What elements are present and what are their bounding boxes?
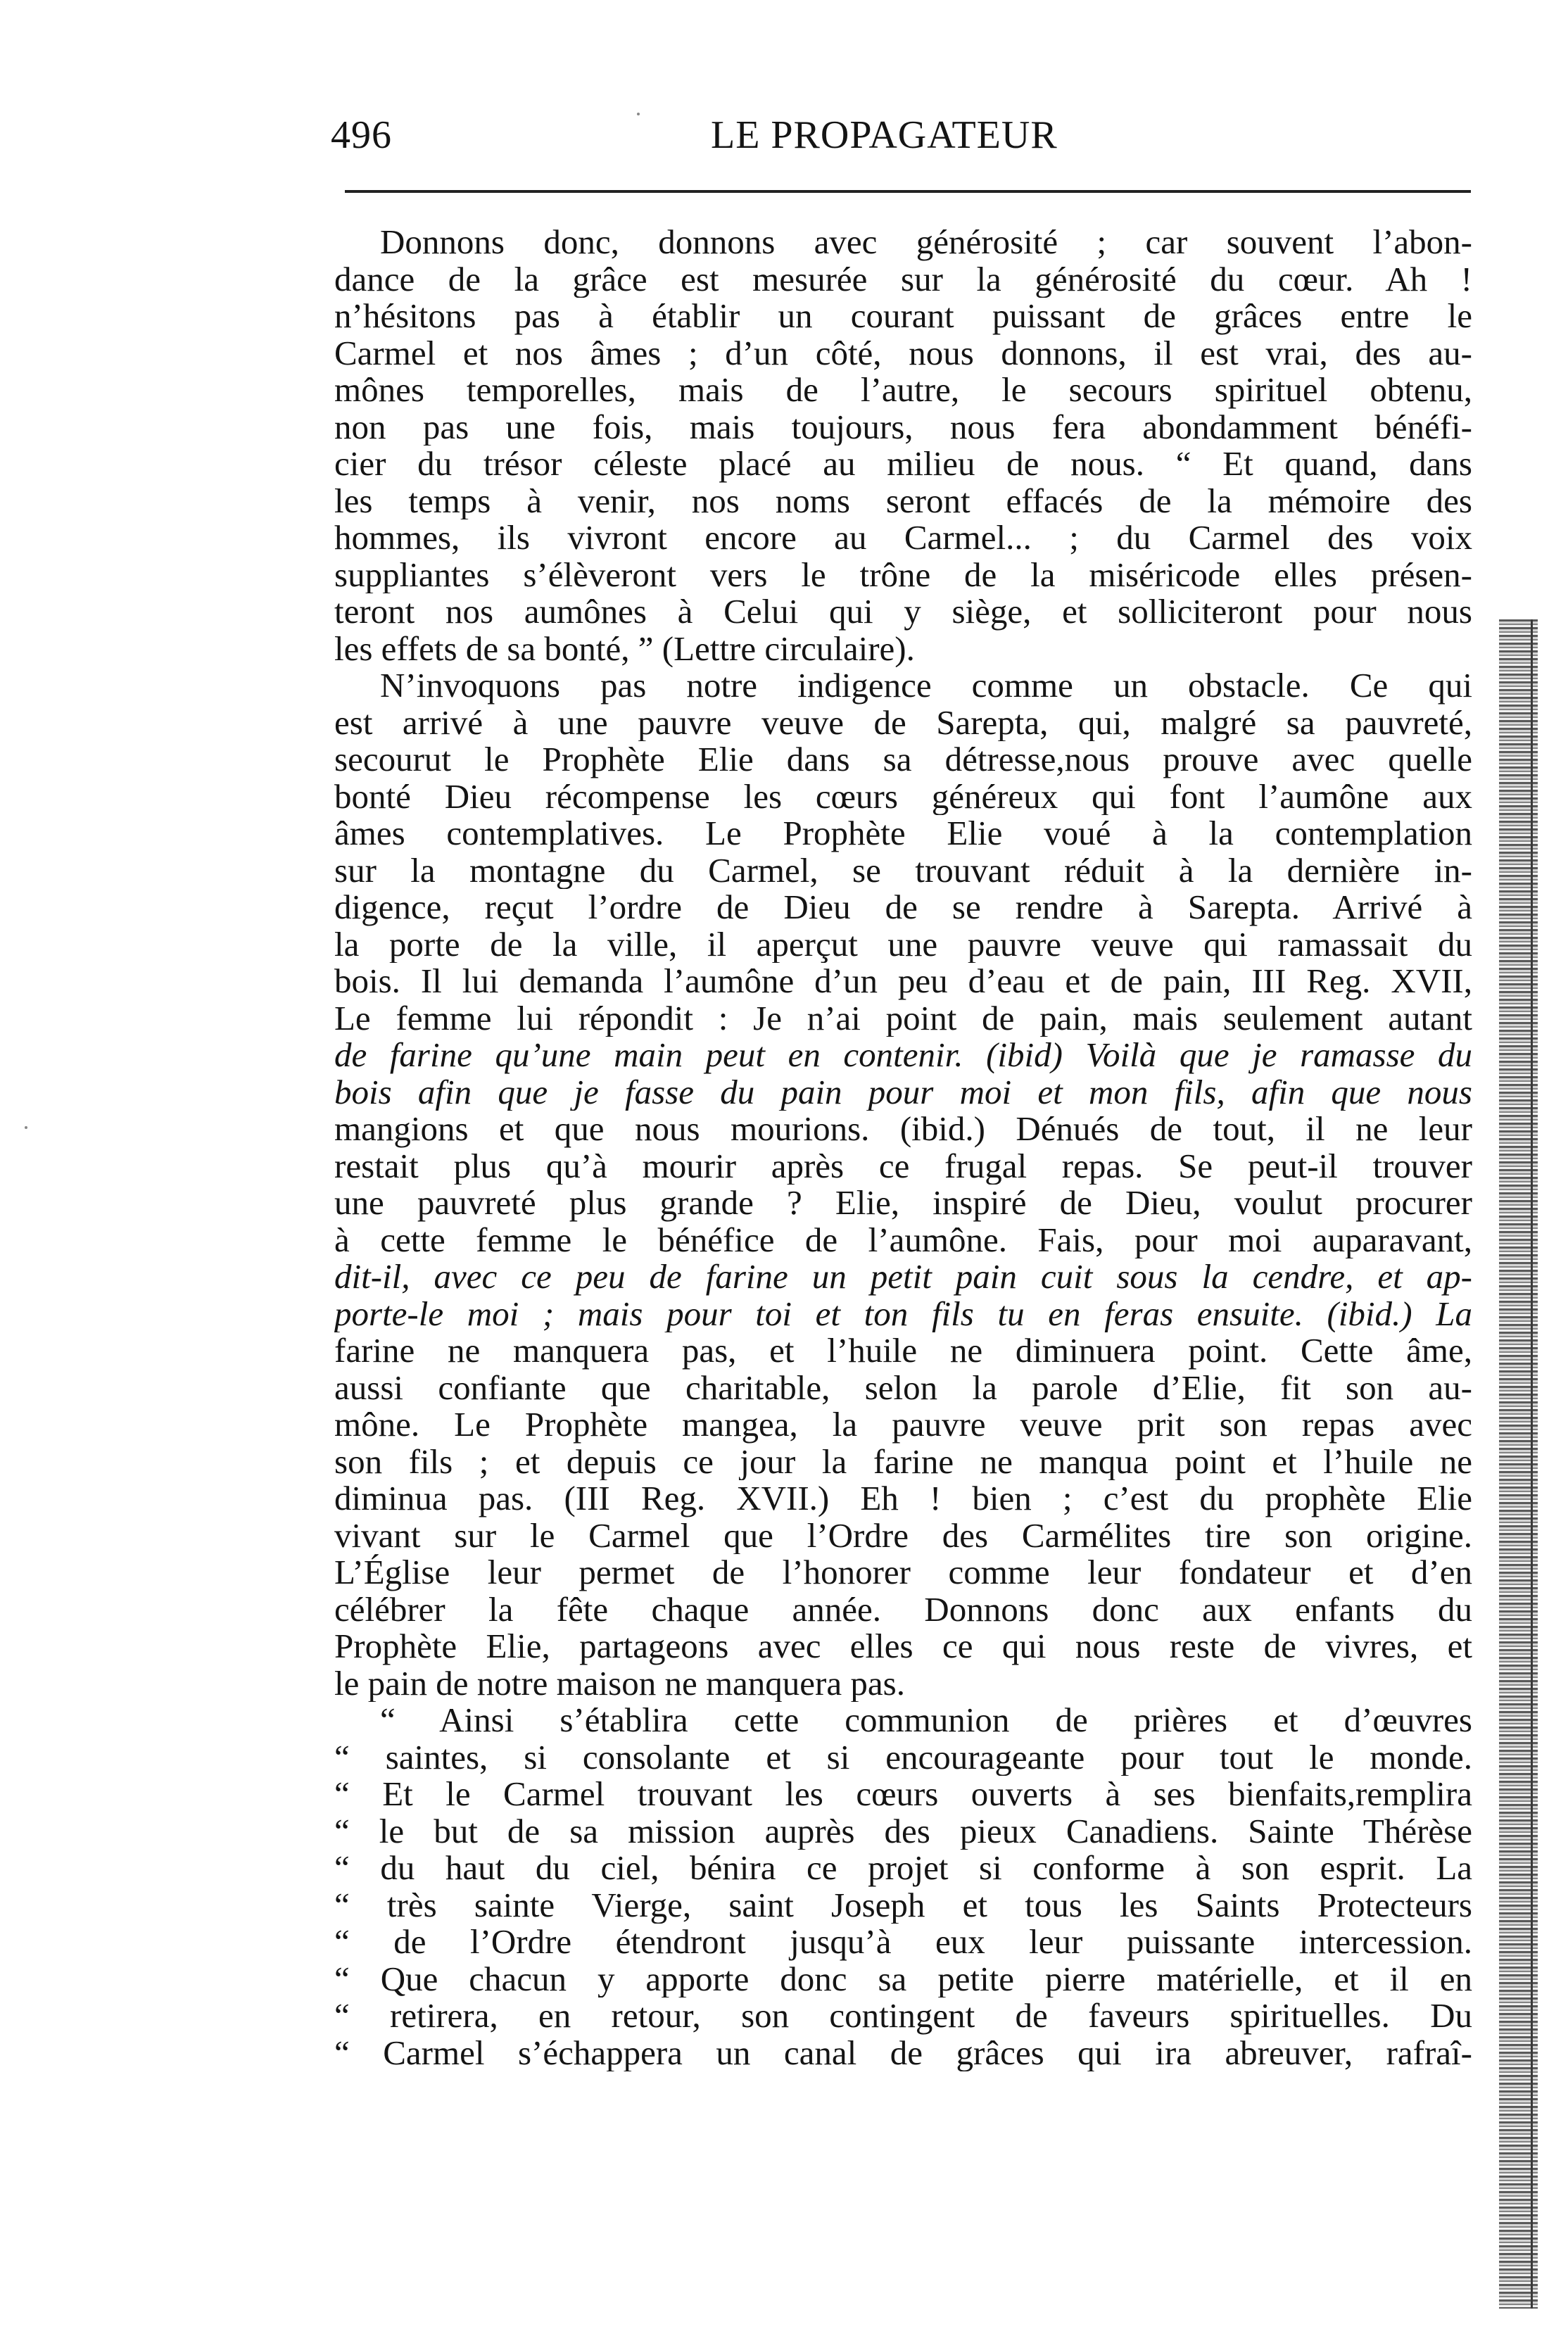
text-line: de farine qu’une main peut en contenir. (ibid) Voilà que je ramasse du — [334, 1037, 1472, 1074]
text-line: bois afin que je fasse du pain pour moi et mon fils, afin que nous — [334, 1073, 1472, 1111]
page-edge-line — [1531, 619, 1533, 2309]
text-line: diminua pas. (III Reg. XVII.) Eh ! bien ; c’est du prophète Elie — [334, 1480, 1472, 1517]
text-line: digence, reçut l’ordre de Dieu de se rendre à Sarepta. Arrivé à — [334, 889, 1472, 926]
scan-speck — [637, 113, 640, 115]
quote-line: “ très sainte Vierge, saint Joseph et tous les Saints Protecteurs — [334, 1886, 1472, 1924]
text-line: bois. Il lui demanda l’aumône d’un peu d’eau et de pain, III Reg. XVII, — [334, 963, 1472, 1000]
text-line: dance de la grâce est mesurée sur la générosité du cœur. Ah ! — [334, 260, 1472, 298]
text-line: secourut le Prophète Elie dans sa détresse,nous prouve avec quelle — [334, 741, 1472, 778]
text-line: non pas une fois, mais toujours, nous fera abondamment bénéfi- — [334, 408, 1472, 446]
text-line: âmes contemplatives. Le Prophète Elie voué à la contemplation — [334, 815, 1472, 852]
text-line: farine ne manquera pas, et l’huile ne diminuera point. Cette âme, — [334, 1332, 1472, 1370]
text-line: célébrer la fête chaque année. Donnons donc aux enfants du — [334, 1591, 1472, 1628]
text-line: hommes, ils vivront encore au Carmel... ; du Carmel des voix — [334, 519, 1472, 557]
text-line: son fils ; et depuis ce jour la farine ne manqua point et l’huile ne — [334, 1443, 1472, 1480]
page-number: 496 — [331, 113, 392, 157]
text-line: mône. Le Prophète mangea, la pauvre veuve prit son repas avec — [334, 1406, 1472, 1444]
text-line: bonté Dieu récompense les cœurs généreux qui font l’aumône aux — [334, 778, 1472, 815]
text-line: une pauvreté plus grande ? Elie, inspiré de Dieu, voulut procurer — [334, 1185, 1472, 1222]
quote-line: “ du haut du ciel, bénira ce projet si conforme à son esprit. La — [334, 1850, 1472, 1887]
quote-line: “ saintes, si consolante et si encourageante pour tout le monde. — [334, 1738, 1472, 1776]
body-text — [334, 224, 1472, 2071]
text-line: Prophète Elie, partageons avec elles ce qui nous reste de vivres, et — [334, 1628, 1472, 1665]
quote-line: “ de l’Ordre étendront jusqu’à eux leur puissante intercession. — [334, 1924, 1472, 1961]
text-line: Carmel et nos âmes ; d’un côté, nous donnons, il est vrai, des au- — [334, 334, 1472, 372]
quote-line: “ retirera, en retour, son contingent de faveurs spirituelles. Du — [334, 1997, 1472, 2035]
text-line: n’hésitons pas à établir un courant puissant de grâces entre le — [334, 298, 1472, 335]
text-line: L’Église leur permet de l’honorer comme leur fondateur et d’en — [334, 1554, 1472, 1591]
quote-line: “ Ainsi s’établira cette communion de prières et d’œuvres — [380, 1702, 1472, 1739]
text-line: est arrivé à une pauvre veuve de Sarepta, qui, malgré sa pauvreté, — [334, 704, 1472, 741]
quote-line: “ Que chacun y apporte donc sa petite pierre matérielle, et il en — [334, 1960, 1472, 1997]
text-line: restait plus qu’à mourir après ce frugal repas. Se peut-il trouver — [334, 1147, 1472, 1185]
text-line: le pain de notre maison ne manquera pas. — [334, 1665, 905, 1702]
text-line: sur la montagne du Carmel, se trouvant réduit à la dernière in- — [334, 852, 1472, 889]
text-line: la porte de la ville, il aperçut une pauvre veuve qui ramassait du — [334, 926, 1472, 963]
header-rule — [345, 190, 1471, 193]
text-line: mônes temporelles, mais de l’autre, le secours spirituel obtenu, — [334, 372, 1472, 409]
text-line: les effets de sa bonté, ” (Lettre circulaire). — [334, 630, 915, 667]
text-line: les temps à venir, nos noms seront effacés de la mémoire des — [334, 482, 1472, 519]
text-line: à cette femme le bénéfice de l’aumône. Fais, pour moi auparavant, — [334, 1221, 1472, 1258]
scan-speck — [25, 1126, 27, 1129]
text-line: Donnons donc, donnons avec générosité ; car souvent l’abon- — [380, 224, 1472, 261]
text-line: suppliantes s’élèveront vers le trône de la miséricode elles présen- — [334, 556, 1472, 593]
text-line: Le femme lui répondit : Je n’ai point de pain, mais seulement autant — [334, 999, 1472, 1037]
quote-line: “ Et le Carmel trouvant les cœurs ouverts à ses bienfaits,remplira — [334, 1776, 1472, 1813]
text-line: N’invoquons pas notre indigence comme un obstacle. Ce qui — [380, 667, 1472, 705]
text-line: dit-il, avec ce peu de farine un petit pain cuit sous la cendre, et ap- — [334, 1258, 1472, 1296]
text-line: vivant sur le Carmel que l’Ordre des Carmélites tire son origine. — [334, 1517, 1472, 1554]
text-line: aussi confiante que charitable, selon la parole d’Elie, fit son au- — [334, 1369, 1472, 1406]
text-line: porte-le moi ; mais pour toi et ton fils tu en feras ensuite. (ibid.) La — [334, 1295, 1472, 1332]
quote-line: “ Carmel s’échappera un canal de grâces qui ira abreuver, rafraî- — [334, 2034, 1472, 2071]
text-line: mangions et que nous mourions. (ibid.) Dénués de tout, il ne leur — [334, 1111, 1472, 1148]
page-header — [331, 106, 1471, 169]
quote-line: “ le but de sa mission auprès des pieux Canadiens. Sainte Thérèse — [334, 1812, 1472, 1850]
running-title: LE PROPAGATEUR — [711, 113, 1058, 157]
text-line: cier du trésor céleste placé au milieu de nous. “ Et quand, dans — [334, 446, 1472, 483]
text-line: teront nos aumônes à Celui qui y siège, et solliciteront pour nous — [334, 593, 1472, 631]
